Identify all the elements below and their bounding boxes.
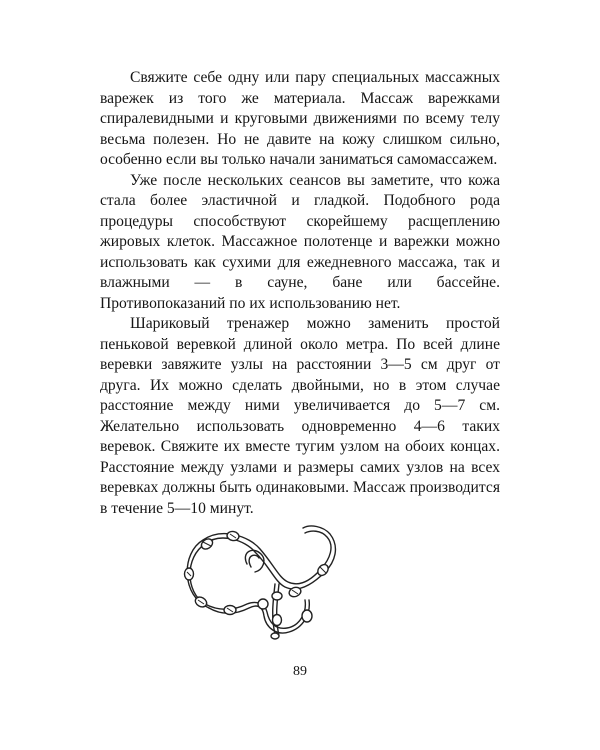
paragraph-rope: Шариковый тренажер можно заменить простой пеньковой веревкой длиной около метра. По всей длине веревки завяжите узлы на расстоянии 3—5 см друг от друга. Их можно сделать двойными, но в этом случае расстояние между ними увеличивается до 5—7 см. Желательно использовать одновременно 4—6 таких веревок. Свяжите их вместе тугим узлом на обоих концах. Расстояние между узлами и размеры самих узлов на всех веревках должны быть одинаковыми. Массаж производится в течение 5—10 минут. — [100, 315, 500, 517]
body-text — [100, 68, 500, 519]
paragraph-results: Уже после нескольких сеансов вы заметите, что кожа стала более эластичной и гладкой. Подобного рода процедуры способствуют скорейшему расщеплению жировых клеток. Массажное полотенце и варежки можно использовать как сухими для ежедневного массажа, так и влажными — в сауне, бане или бассейне. Противопоказаний по их использованию нет. — [100, 171, 500, 312]
page-number: 89 — [293, 664, 307, 679]
knotted-rope-icon — [175, 512, 355, 642]
knotted-rope-illustration — [175, 512, 355, 642]
paragraph-mittens: Свяжите себе одну или пару специальных массажных варежек из того же материала. Массаж варежками спиралевидными и круговыми движениями по всему телу весьма полезен. Но не давите на кожу слишком сильно, особенно если вы только начали заниматься самомассажем. — [100, 69, 500, 168]
